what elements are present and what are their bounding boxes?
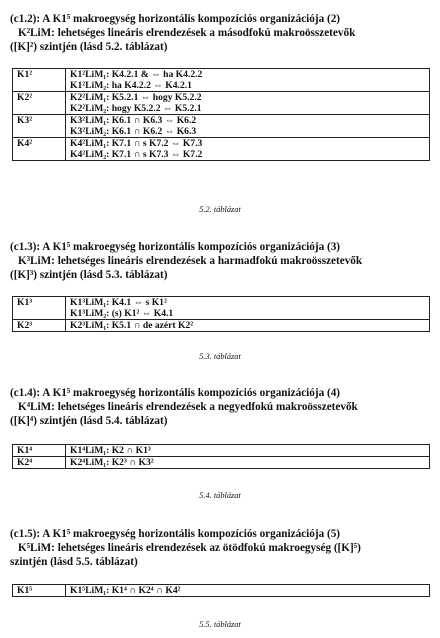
table-row	[13, 457, 430, 469]
row-content	[66, 297, 430, 320]
table-row	[13, 138, 430, 161]
row-line: K2³LiM₁: K5.1 ∩ de azért K2²	[70, 320, 194, 331]
row-key: K3²	[13, 115, 66, 138]
row-key: K2²	[13, 92, 66, 115]
row-content	[66, 115, 430, 138]
heading-line-2: K²LiM: lehetséges lineáris elrendezések a másodfokú makroösszetevők	[18, 27, 356, 39]
table-row	[13, 320, 430, 332]
table-5-3	[12, 296, 430, 332]
row-key: K2⁴	[13, 457, 66, 469]
row-line: K1⁴LiM₁: K2 ∩ K1³	[70, 445, 151, 456]
row-line: K1⁵LiM₁: K1⁴ ∩ K2⁴ ∩ K4²	[70, 585, 181, 596]
row-content	[66, 585, 430, 597]
row-line: K4²LiM₁: K7.1 ∩ s K7.2 ⇔ K7.3	[70, 138, 203, 149]
row-line: K3²LiM₂: K6.1 ∩ K6.2 ⇔ K6.3	[70, 126, 197, 137]
heading-line-3: ([K]²) szintjén (lásd 5.2. táblázat)	[10, 41, 168, 53]
heading-line-2: K⁴LiM: lehetséges lineáris elrendezések a negyedfokú makroösszetevők	[18, 401, 358, 413]
row-key: K1³	[13, 297, 66, 320]
heading-line-3: ([K]³) szintjén (lásd 5.3. táblázat)	[10, 269, 168, 281]
row-line: K1³LiM₁: K4.1 ⇔ s K1²	[70, 297, 167, 308]
heading-line-2: K⁵LiM: lehetséges lineáris elrendezések az ötödfokú makroegység ([K]⁵)	[18, 542, 361, 554]
section-c1-4-heading	[10, 386, 435, 428]
heading-title: (c1.4): A K1⁵ makroegység horizontális kompozíciós organizációja (4)	[10, 387, 341, 399]
table-5-5	[12, 584, 430, 597]
table-row	[13, 115, 430, 138]
row-key: K2³	[13, 320, 66, 332]
table-row	[13, 585, 430, 597]
table-caption: 5.3. táblázat	[199, 352, 241, 361]
row-line: K1³LiM₂: (s) K1² ⇔ K4.1	[70, 308, 174, 319]
row-key: K1⁴	[13, 445, 66, 457]
table-row	[13, 92, 430, 115]
table-caption: 5.2. táblázat	[199, 205, 241, 214]
row-content	[66, 320, 430, 332]
row-content	[66, 457, 430, 469]
section-c1-5-heading	[10, 527, 435, 569]
row-key: K1⁵	[13, 585, 66, 597]
heading-title: (c1.3): A K1⁵ makroegység horizontális kompozíciós organizációja (3)	[10, 241, 341, 253]
row-key: K1²	[13, 69, 66, 92]
row-line: K2⁴LiM₁: K2³ ∩ K3²	[70, 457, 154, 468]
heading-line-3: szintjén (lásd 5.5. táblázat)	[10, 556, 138, 568]
row-key: K4²	[13, 138, 66, 161]
heading-line-2: K³LiM: lehetséges lineáris elrendezések a harmadfokú makroösszetevők	[18, 255, 363, 267]
row-line: K1²LiM₁: K4.2.1 & ⇔ ha K4.2.2	[70, 69, 203, 80]
heading-title: (c1.2): A K1⁵ makroegység horizontális kompozíciós organizációja (2)	[10, 13, 341, 25]
row-line: K4²LiM₂: K7.1 ∩ s K7.3 ⇔ K7.2	[70, 149, 203, 160]
row-line: K1²LiM₂: ha K4.2.2 ⇔ K4.2.1	[70, 80, 192, 91]
row-content	[66, 69, 430, 92]
row-line: K2²LiM₂: hogy K5.2.2 ⇔ K5.2.1	[70, 103, 202, 114]
row-content	[66, 445, 430, 457]
table-row	[13, 69, 430, 92]
section-c1-3-heading	[10, 240, 435, 282]
table-caption: 5.5. táblázat	[199, 620, 241, 629]
table-row	[13, 445, 430, 457]
row-content	[66, 92, 430, 115]
table-5-2	[12, 68, 430, 161]
row-line: K3²LiM₁: K6.1 ∩ K6.3 ⇔ K6.2	[70, 115, 197, 126]
row-content	[66, 138, 430, 161]
heading-title: (c1.5): A K1⁵ makroegység horizontális kompozíciós organizációja (5)	[10, 528, 341, 540]
section-c1-2-heading	[10, 12, 435, 54]
table-5-4	[12, 444, 430, 469]
heading-line-3: ([K]⁴) szintjén (lásd 5.4. táblázat)	[10, 415, 168, 427]
row-line: K2²LiM₁: K5.2.1 ⇔ hogy K5.2.2	[70, 92, 202, 103]
table-caption: 5.4. táblázat	[199, 491, 241, 500]
table-row	[13, 297, 430, 320]
